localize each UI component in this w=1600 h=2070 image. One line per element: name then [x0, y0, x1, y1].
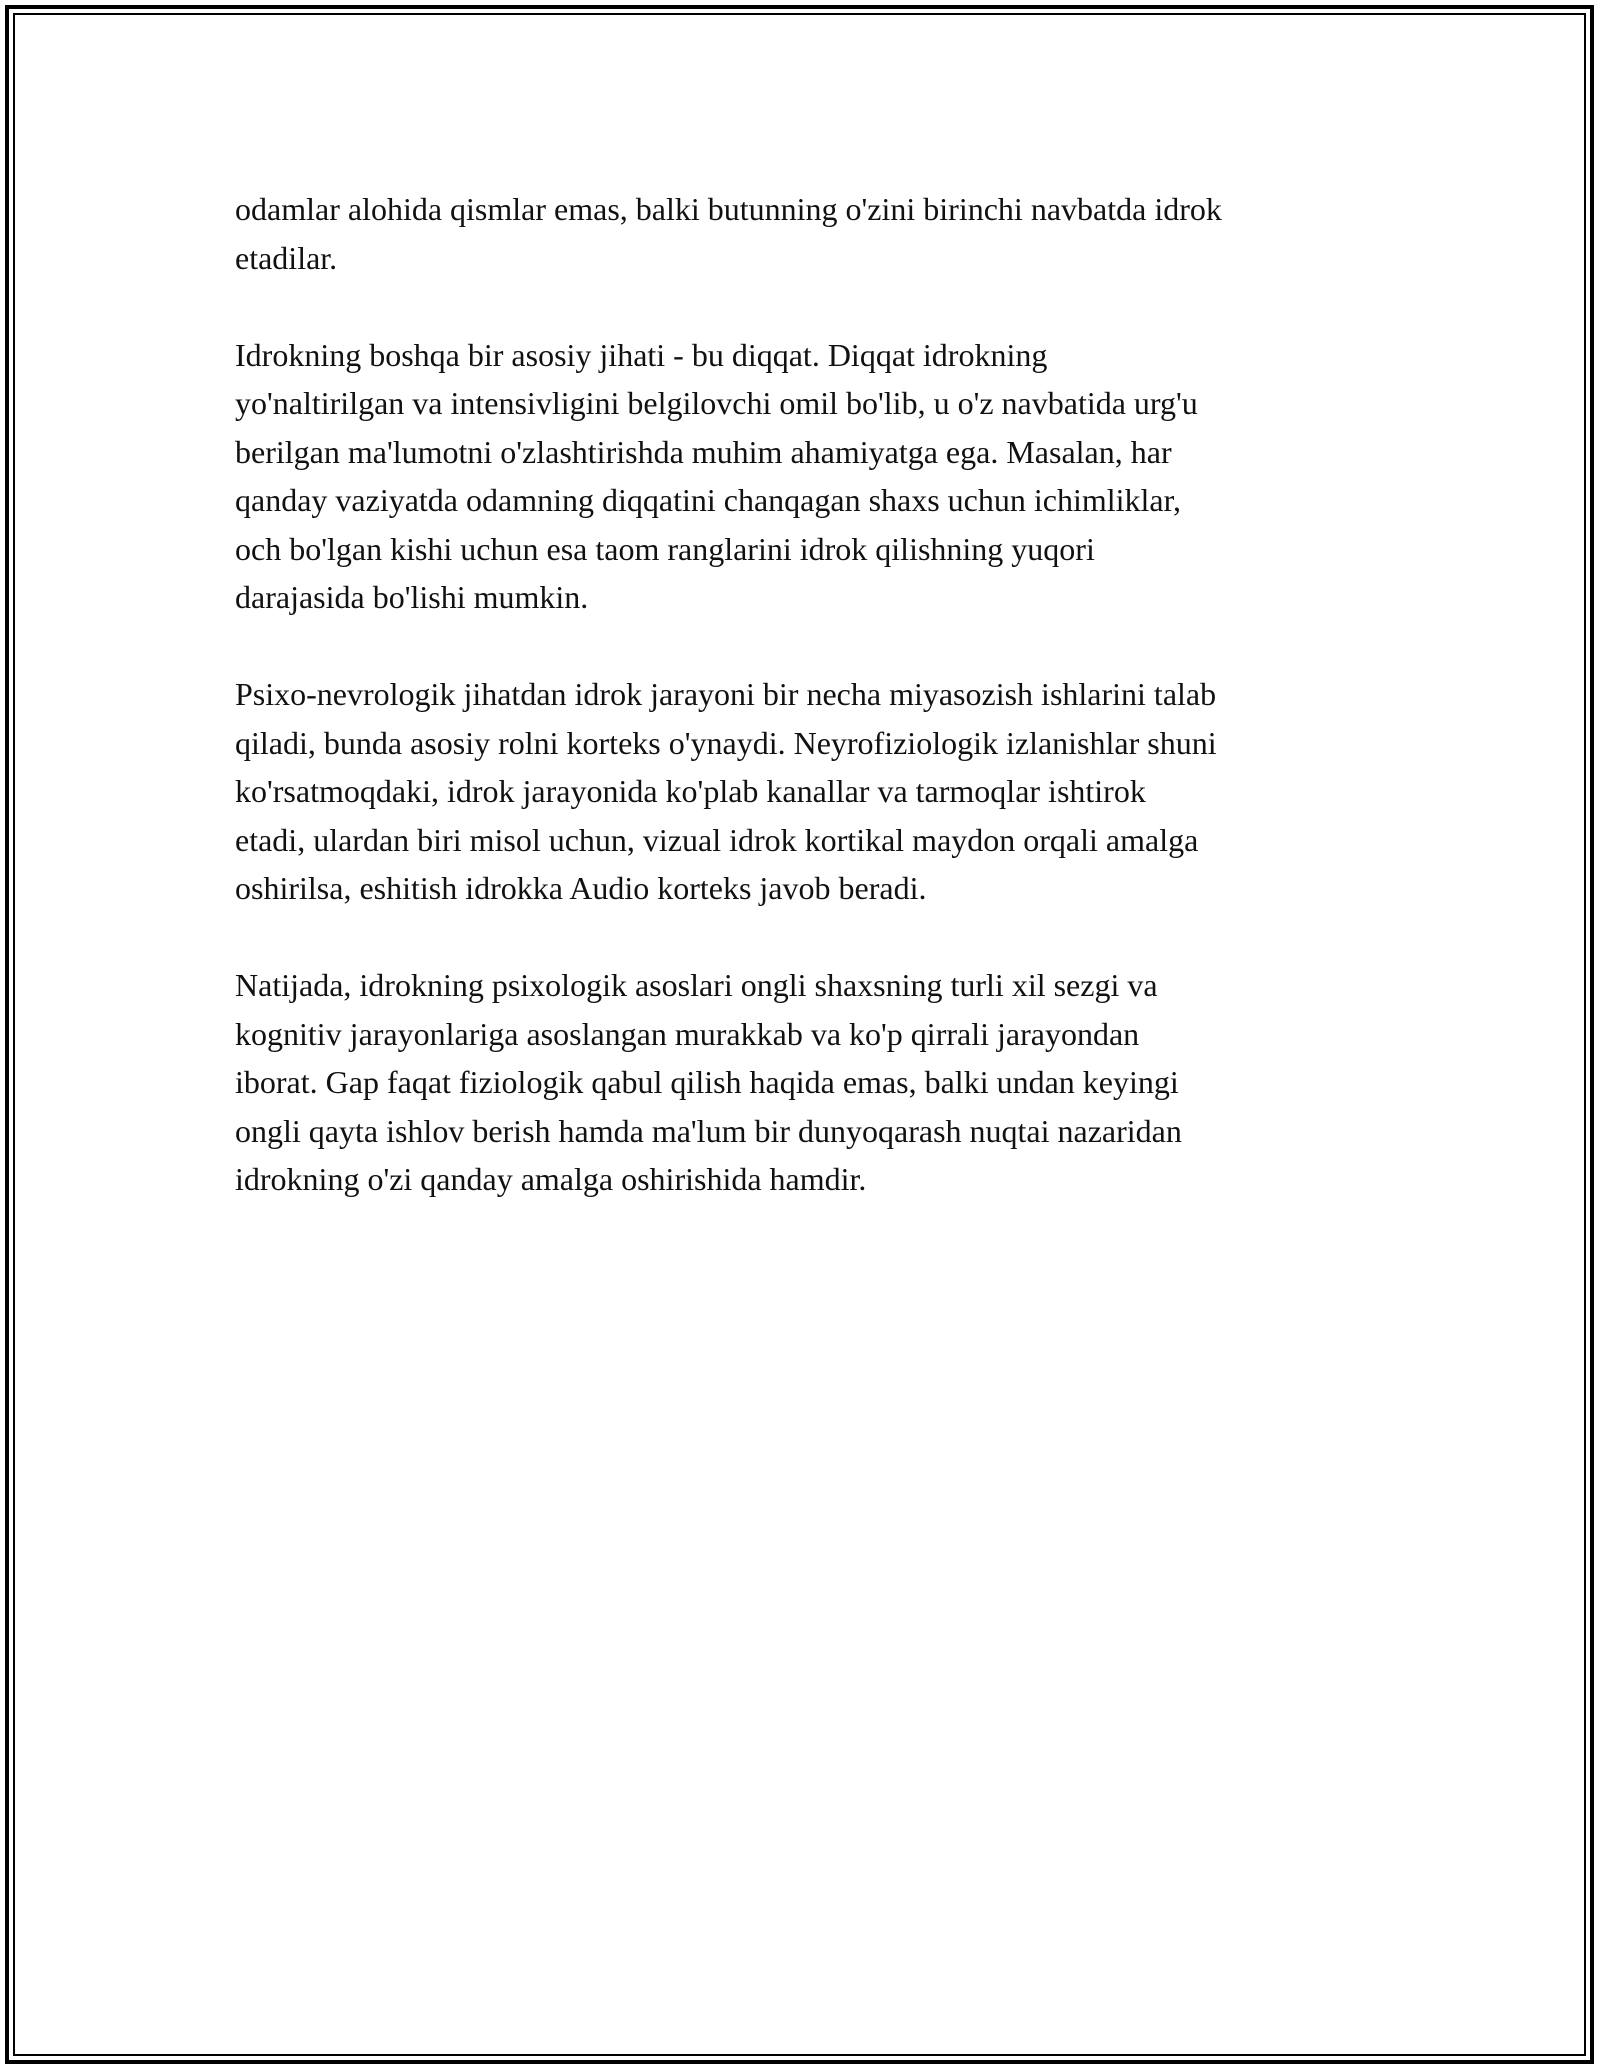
text-line: etadilar. — [235, 239, 338, 276]
paragraph — [235, 670, 1375, 913]
text-line: yo'naltirilgan va intensivligini belgilovchi omil bo'lib, u o'z navbatida urg'u — [235, 385, 1198, 421]
paragraph — [235, 185, 1375, 282]
document-body — [235, 185, 1375, 1252]
text-line: iborat. Gap faqat fiziologik qabul qilish haqida emas, balki undan keyingi — [235, 1064, 1179, 1100]
text-line: qanday vaziyatda odamning diqqatini chanqagan shaxs uchun ichimliklar, — [235, 482, 1181, 518]
paragraph — [235, 961, 1375, 1204]
text-line: odamlar alohida qismlar emas, balki butunning o'zini birinchi navbatda idrok — [235, 191, 1222, 227]
text-line: etadi, ulardan biri misol uchun, vizual idrok kortikal maydon orqali amalga — [235, 821, 1199, 858]
text-line: Psixo-nevrologik jihatdan idrok jarayoni bir necha miyasozish ishlarini talab — [235, 676, 1217, 712]
text-line: Idrokning boshqa bir asosiy jihati - bu diqqat. Diqqat idrokning — [235, 336, 1048, 373]
text-line: ko'rsatmoqdaki, idrok jarayonida ko'plab kanallar va tarmoqlar ishtirok — [235, 773, 1146, 809]
text-line: oshirilsa, eshitish idrokka Audio korteks javob beradi. — [235, 870, 927, 906]
text-line: Natijada, idrokning psixologik asoslari ongli shaxsning turli xil sezgi va — [235, 967, 1158, 1003]
text-line: idrokning o'zi qanday amalga oshirishida hamdir. — [235, 1161, 867, 1197]
text-line: darajasida bo'lishi mumkin. — [235, 579, 589, 615]
text-line: ongli qayta ishlov berish hamda ma'lum bir dunyoqarash nuqtai nazaridan — [235, 1112, 1182, 1149]
paragraph — [235, 331, 1375, 622]
text-line: kognitiv jarayonlariga asoslangan murakkab va ko'p qirrali jarayondan — [235, 1015, 1140, 1052]
text-line: berilgan ma'lumotni o'zlashtirishda muhim ahamiyatga ega. Masalan, har — [235, 433, 1172, 470]
text-line: och bo'lgan kishi uchun esa taom ranglarini idrok qilishning yuqori — [235, 530, 1095, 567]
text-line: qiladi, bunda asosiy rolni korteks o'ynaydi. Neyrofiziologik izlanishlar shuni — [235, 724, 1217, 761]
